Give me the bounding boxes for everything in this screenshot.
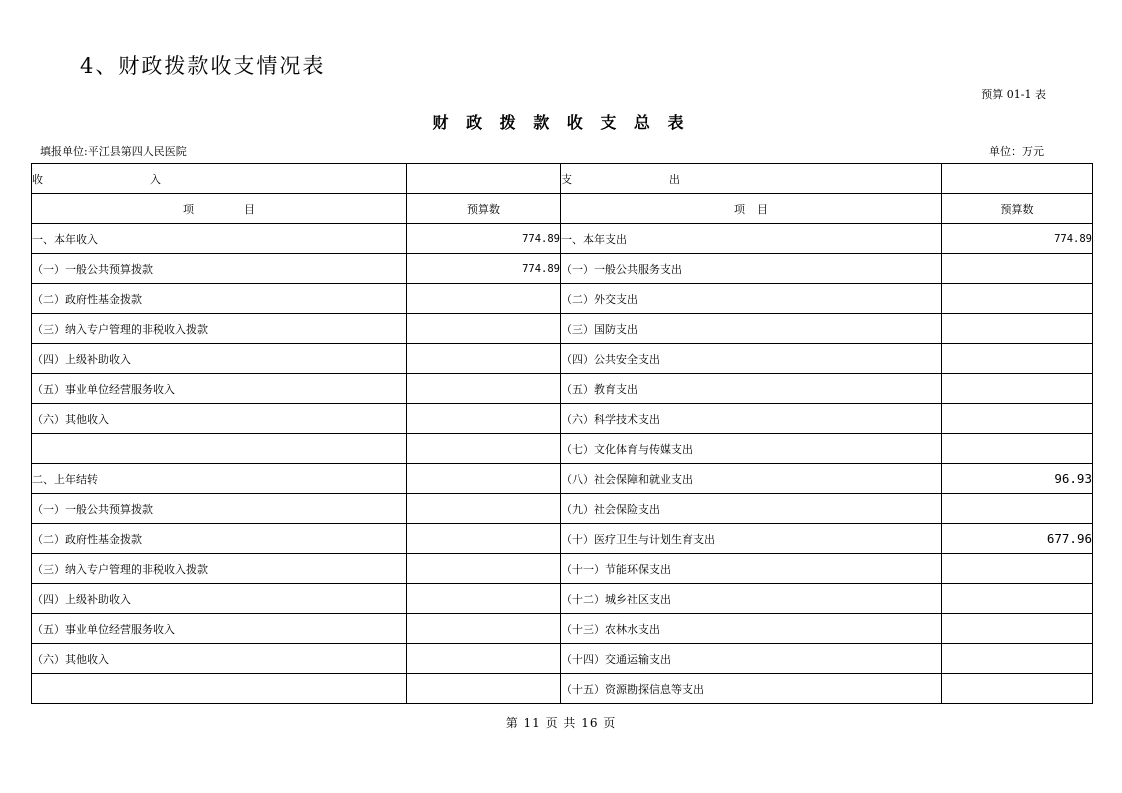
item-header-char-2: 目 (244, 202, 255, 216)
expense-amount (942, 554, 1093, 584)
income-amount (407, 284, 561, 314)
expense-amount (942, 434, 1093, 464)
income-item: （五）事业单位经营服务收入 (32, 614, 407, 644)
table-row (32, 524, 1093, 554)
table-row (32, 614, 1093, 644)
expense-amount (942, 284, 1093, 314)
expense-item: （四）公共安全支出 (561, 344, 942, 374)
table-row (32, 224, 1093, 254)
page-title: 财 政 拨 款 收 支 总 表 (432, 113, 690, 132)
currency-unit: 单位：万元 (989, 145, 1044, 158)
expense-item: （二）外交支出 (561, 284, 942, 314)
table-row (32, 494, 1093, 524)
item-header-char-2: 目 (757, 202, 768, 216)
expense-amount (942, 404, 1093, 434)
income-amount (407, 524, 561, 554)
item-header-char-1: 项 (183, 202, 194, 216)
item-header-char-1: 项 (734, 202, 745, 216)
table-row (32, 644, 1093, 674)
income-section-header (32, 164, 407, 194)
expense-item: （十四）交通运输支出 (561, 644, 942, 674)
expense-amount (942, 494, 1093, 524)
income-item: （二）政府性基金拨款 (32, 284, 407, 314)
table-row (32, 464, 1093, 494)
table-row (32, 314, 1093, 344)
income-item: （三）纳入专户管理的非税收入拨款 (32, 554, 407, 584)
expense-item-header (561, 194, 942, 224)
expense-header-char-1: 支 (561, 172, 572, 186)
expense-amount (942, 584, 1093, 614)
expense-item: （三）国防支出 (561, 314, 942, 344)
income-item: 二、上年结转 (32, 464, 407, 494)
income-item: （五）事业单位经营服务收入 (32, 374, 407, 404)
table-row (32, 584, 1093, 614)
expense-amount: 774.89 (942, 224, 1093, 254)
expense-budget-header: 预算数 (942, 194, 1093, 224)
expense-item: （十）医疗卫生与计划生育支出 (561, 524, 942, 554)
expense-item: （十二）城乡社区支出 (561, 584, 942, 614)
income-amount (407, 464, 561, 494)
expense-amount: 96.93 (942, 464, 1093, 494)
income-item (32, 674, 407, 704)
fiscal-appropriation-table (31, 163, 1093, 704)
income-budget-header: 预算数 (407, 194, 561, 224)
table-row (32, 554, 1093, 584)
table-row (32, 374, 1093, 404)
column-header-row (32, 194, 1093, 224)
expense-section-header (561, 164, 942, 194)
income-item: （六）其他收入 (32, 404, 407, 434)
income-amount: 774.89 (407, 224, 561, 254)
expense-item: 一、本年支出 (561, 224, 942, 254)
income-amount (407, 494, 561, 524)
form-code: 预算 01-1 表 (981, 88, 1046, 101)
income-item: （一）一般公共预算拨款 (32, 254, 407, 284)
income-header-char-2: 入 (150, 172, 161, 186)
expense-section-blank (942, 164, 1093, 194)
expense-item: （九）社会保险支出 (561, 494, 942, 524)
income-item: （六）其他收入 (32, 644, 407, 674)
section-header-row (32, 164, 1093, 194)
expense-header-char-2: 出 (669, 172, 680, 186)
page-number: 第 11 页 共 16 页 (505, 716, 617, 730)
income-amount (407, 404, 561, 434)
table-row (32, 284, 1093, 314)
expense-amount (942, 254, 1093, 284)
income-amount (407, 674, 561, 704)
income-item: 一、本年收入 (32, 224, 407, 254)
expense-item: （一）一般公共服务支出 (561, 254, 942, 284)
expense-item: （十三）农林水支出 (561, 614, 942, 644)
expense-amount (942, 344, 1093, 374)
expense-amount (942, 314, 1093, 344)
income-section-blank (407, 164, 561, 194)
income-item: （三）纳入专户管理的非税收入拨款 (32, 314, 407, 344)
income-item: （二）政府性基金拨款 (32, 524, 407, 554)
expense-item: （八）社会保障和就业支出 (561, 464, 942, 494)
table-row (32, 674, 1093, 704)
table-row (32, 344, 1093, 374)
expense-amount: 677.96 (942, 524, 1093, 554)
income-item: （一）一般公共预算拨款 (32, 494, 407, 524)
expense-item: （十五）资源勘探信息等支出 (561, 674, 942, 704)
income-amount (407, 554, 561, 584)
expense-amount (942, 374, 1093, 404)
income-amount (407, 644, 561, 674)
income-item-header (32, 194, 407, 224)
income-item (32, 434, 407, 464)
income-item: （四）上级补助收入 (32, 344, 407, 374)
section-title: 4、财政拨款收支情况表 (80, 54, 326, 78)
income-amount (407, 614, 561, 644)
expense-amount (942, 614, 1093, 644)
reporting-unit: 填报单位:平江县第四人民医院 (40, 145, 187, 158)
table-row (32, 254, 1093, 284)
income-amount (407, 374, 561, 404)
income-amount (407, 314, 561, 344)
expense-amount (942, 644, 1093, 674)
income-amount: 774.89 (407, 254, 561, 284)
income-header-char-1: 收 (32, 172, 43, 186)
expense-amount (942, 674, 1093, 704)
expense-item: （十一）节能环保支出 (561, 554, 942, 584)
expense-item: （五）教育支出 (561, 374, 942, 404)
table-row (32, 434, 1093, 464)
income-item: （四）上级补助收入 (32, 584, 407, 614)
table-row (32, 404, 1093, 434)
expense-item: （六）科学技术支出 (561, 404, 942, 434)
income-amount (407, 584, 561, 614)
expense-item: （七）文化体育与传媒支出 (561, 434, 942, 464)
income-amount (407, 434, 561, 464)
income-amount (407, 344, 561, 374)
